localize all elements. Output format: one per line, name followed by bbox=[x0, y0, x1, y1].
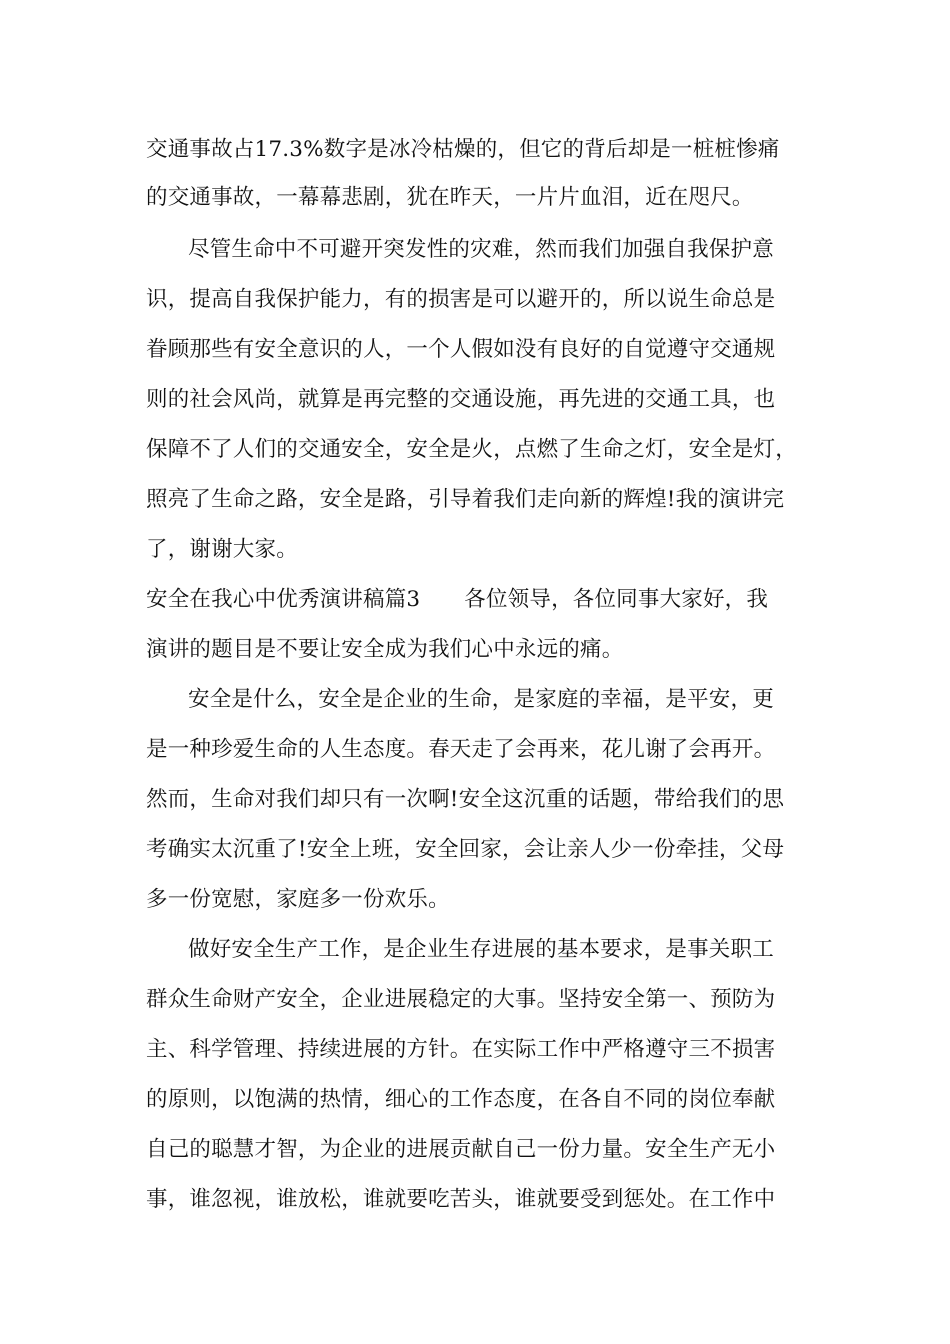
paragraph-line: 交通事故占17.3%数字是冰冷枯燥的，但它的背后却是一桩桩惨痛 bbox=[146, 137, 780, 162]
paragraph-line: 是一种珍爱生命的人生态度。春天走了会再来，花儿谢了会再开。 bbox=[146, 737, 776, 762]
paragraph-line: 了，谢谢大家。 bbox=[146, 537, 298, 562]
paragraph-line: 群众生命财产安全，企业进展稳定的大事。坚持安全第一、预防为 bbox=[146, 987, 776, 1012]
paragraph-line: 做好安全生产工作，是企业生存进展的基本要求，是事关职工 bbox=[188, 937, 774, 962]
paragraph-line: 识，提高自我保护能力，有的损害是可以避开的，所以说生命总是 bbox=[146, 287, 776, 312]
paragraph-line: 多一份宽慰，家庭多一份欢乐。 bbox=[146, 887, 450, 912]
section-heading-line bbox=[146, 580, 826, 620]
paragraph-line: 的原则，以饱满的热情，细心的工作态度，在各自不同的岗位奉献 bbox=[146, 1087, 776, 1112]
paragraph-line: 则的社会风尚，就算是再完整的交通设施，再先进的交通工具，也 bbox=[146, 387, 776, 412]
section-heading-text: 各位领导，各位同事大家好，我 bbox=[464, 587, 769, 612]
paragraph-line: 自己的聪慧才智，为企业的进展贡献自己一份力量。安全生产无小 bbox=[146, 1137, 776, 1162]
paragraph-line: 保障不了人们的交通安全，安全是火，点燃了生命之灯，安全是灯， bbox=[146, 437, 798, 462]
paragraph-line: 主、科学管理、持续进展的方针。在实际工作中严格遵守三不损害 bbox=[146, 1037, 776, 1062]
paragraph-line: 然而，生命对我们却只有一次啊!安全这沉重的话题，带给我们的思 bbox=[146, 787, 785, 812]
paragraph-line: 的交通事故，一幕幕悲剧，犹在昨天，一片片血泪，近在咫尺。 bbox=[146, 185, 754, 210]
paragraph-line: 考确实太沉重了!安全上班，安全回家，会让亲人少一份牵挂，父母 bbox=[146, 837, 785, 862]
paragraph-line: 照亮了生命之路，安全是路，引导着我们走向新的辉煌!我的演讲完 bbox=[146, 487, 785, 512]
paragraph-line: 尽管生命中不可避开突发性的灾难，然而我们加强自我保护意 bbox=[188, 237, 774, 262]
paragraph-line: 事，谁忽视，谁放松，谁就要吃苦头，谁就要受到惩处。在工作中 bbox=[146, 1187, 776, 1212]
paragraph-line: 演讲的题目是不要让安全成为我们心中永远的痛。 bbox=[146, 637, 624, 662]
section-heading-title: 安全在我心中优秀演讲稿篇3 bbox=[146, 587, 421, 612]
paragraph-line: 安全是什么，安全是企业的生命，是家庭的幸福，是平安，更 bbox=[188, 687, 774, 712]
paragraph-line: 眷顾那些有安全意识的人，一个人假如没有良好的自觉遵守交通规 bbox=[146, 337, 776, 362]
